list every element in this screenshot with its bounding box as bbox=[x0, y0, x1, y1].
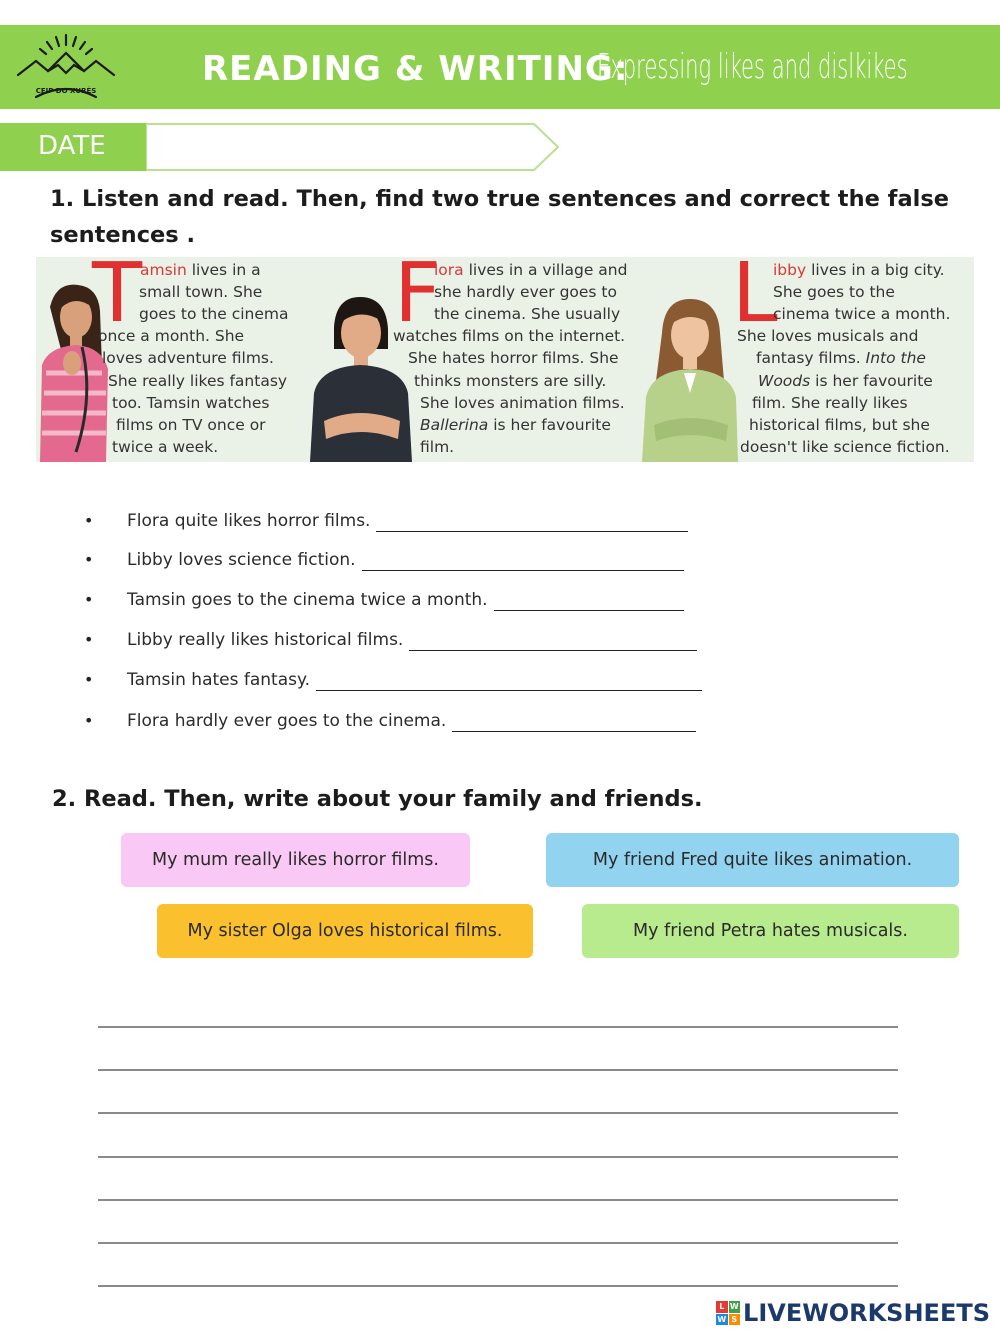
statement-row bbox=[84, 702, 696, 732]
flora-line: She hates horror films. She bbox=[408, 349, 619, 367]
answer-input[interactable] bbox=[409, 629, 697, 651]
worksheet-subtitle: Expressing likes and dislkikes bbox=[597, 47, 908, 87]
reading-passage bbox=[36, 257, 974, 462]
example-card-petra: My friend Petra hates musicals. bbox=[582, 904, 959, 958]
tamsin-line: too. Tamsin watches bbox=[112, 394, 270, 412]
logo-caption: CEIP DO XURÉS bbox=[35, 87, 97, 95]
tamsin-text-top bbox=[140, 259, 261, 281]
bullet-icon: • bbox=[84, 511, 94, 530]
libby-name: ibby bbox=[773, 261, 807, 279]
writing-line[interactable] bbox=[98, 1242, 898, 1244]
libby-line: film. She really likes bbox=[752, 394, 908, 412]
libby-line: doesn't like science fiction. bbox=[740, 438, 950, 456]
date-input[interactable] bbox=[162, 133, 522, 161]
writing-line[interactable] bbox=[98, 1199, 898, 1201]
libby-line: is her favourite bbox=[810, 372, 933, 390]
answer-input[interactable] bbox=[376, 510, 688, 532]
date-bar bbox=[0, 123, 560, 171]
flora-line: the cinema. She usually bbox=[434, 305, 621, 323]
flora-drop-cap: F bbox=[394, 257, 442, 341]
statement-text: Tamsin goes to the cinema twice a month. bbox=[127, 590, 488, 610]
bullet-icon: • bbox=[84, 630, 94, 649]
statement-row bbox=[84, 502, 688, 532]
statement-text: Libby loves science fiction. bbox=[127, 550, 356, 570]
logo-tile: W bbox=[717, 1314, 727, 1324]
flora-line: is her favourite bbox=[488, 416, 611, 434]
film-title-ballerina: Ballerina bbox=[420, 416, 489, 434]
tamsin-line: loves adventure films. bbox=[102, 349, 274, 367]
logo-tile: L bbox=[716, 1301, 728, 1313]
statement-row bbox=[84, 661, 702, 691]
section2-title: 2. Read. Then, write about your family and friends. bbox=[52, 786, 703, 812]
flora-line-ballerina bbox=[420, 414, 611, 436]
tamsin-name: amsin bbox=[140, 261, 187, 279]
libby-drop-cap: L bbox=[732, 257, 778, 341]
tamsin-line: small town. She bbox=[139, 283, 263, 301]
libby-text-top bbox=[773, 259, 945, 281]
libby-line: lives in a big city. bbox=[806, 261, 945, 279]
flora-line: she hardly ever goes to bbox=[434, 283, 617, 301]
bullet-icon: • bbox=[84, 550, 94, 569]
bullet-icon: • bbox=[84, 590, 94, 609]
tamsin-drop-cap: T bbox=[92, 257, 143, 341]
libby-line: cinema twice a month. bbox=[773, 305, 951, 323]
bullet-icon: • bbox=[84, 670, 94, 689]
tamsin-line: She really likes fantasy bbox=[108, 372, 288, 390]
tamsin-line: goes to the cinema bbox=[139, 305, 289, 323]
tamsin-line: twice a week. bbox=[112, 438, 219, 456]
section1-title-line2: sentences . bbox=[50, 222, 196, 248]
flora-line: She loves animation films. bbox=[420, 394, 625, 412]
libby-line: historical films, but she bbox=[749, 416, 930, 434]
tamsin-line: lives in a bbox=[186, 261, 261, 279]
libby-line: She loves musicals and bbox=[737, 327, 919, 345]
flora-line: thinks monsters are silly. bbox=[414, 372, 607, 390]
statement-text: Tamsin hates fantasy. bbox=[127, 670, 311, 690]
example-card-olga: My sister Olga loves historical films. bbox=[157, 904, 533, 958]
film-title-into-the: Into the bbox=[865, 349, 926, 367]
tamsin-line: films on TV once or bbox=[116, 416, 266, 434]
flora-line: watches films on the internet. bbox=[393, 327, 626, 345]
logo-tile: S bbox=[729, 1314, 741, 1326]
liveworksheets-logo-icon bbox=[716, 1301, 740, 1325]
liveworksheets-brand: LIVEWORKSHEETS bbox=[743, 1299, 990, 1327]
answer-input[interactable] bbox=[494, 589, 684, 611]
header-banner bbox=[0, 25, 1000, 109]
flora-line: lives in a village and bbox=[463, 261, 628, 279]
tamsin-line: once a month. She bbox=[98, 327, 245, 345]
libby-line-woods bbox=[758, 370, 933, 392]
flora-name: lora bbox=[434, 261, 464, 279]
example-card-fred: My friend Fred quite likes animation. bbox=[546, 833, 959, 887]
section1-title-line1: 1. Listen and read. Then, find two true sentences and correct the false bbox=[50, 186, 950, 212]
writing-line[interactable] bbox=[98, 1069, 898, 1071]
example-card-mum: My mum really likes horror films. bbox=[121, 833, 470, 887]
statement-row bbox=[84, 581, 684, 611]
answer-input[interactable] bbox=[316, 669, 702, 691]
writing-line[interactable] bbox=[98, 1112, 898, 1114]
worksheet-title: READING & WRITING: bbox=[202, 49, 629, 89]
bullet-icon: • bbox=[84, 711, 94, 730]
logo-tile: W bbox=[729, 1302, 739, 1311]
statement-row bbox=[84, 621, 697, 651]
answer-input[interactable] bbox=[362, 549, 684, 571]
writing-line[interactable] bbox=[98, 1156, 898, 1158]
writing-line[interactable] bbox=[98, 1026, 898, 1028]
libby-line-into bbox=[756, 347, 926, 369]
school-logo bbox=[14, 29, 118, 105]
liveworksheets-branding bbox=[716, 1297, 990, 1329]
section1-title bbox=[50, 181, 949, 253]
date-label: DATE bbox=[0, 123, 146, 171]
writing-line[interactable] bbox=[98, 1285, 898, 1287]
statement-text: Flora hardly ever goes to the cinema. bbox=[127, 711, 447, 731]
statement-row bbox=[84, 541, 684, 571]
libby-line: She goes to the bbox=[773, 283, 895, 301]
answer-input[interactable] bbox=[452, 710, 696, 732]
statement-text: Libby really likes historical films. bbox=[127, 630, 404, 650]
film-title-woods: Woods bbox=[758, 372, 811, 390]
flora-text-top bbox=[434, 259, 627, 281]
libby-photo bbox=[640, 293, 740, 462]
flora-line: film. bbox=[420, 438, 455, 456]
libby-line: fantasy films. bbox=[756, 349, 866, 367]
statement-text: Flora quite likes horror films. bbox=[127, 511, 371, 531]
